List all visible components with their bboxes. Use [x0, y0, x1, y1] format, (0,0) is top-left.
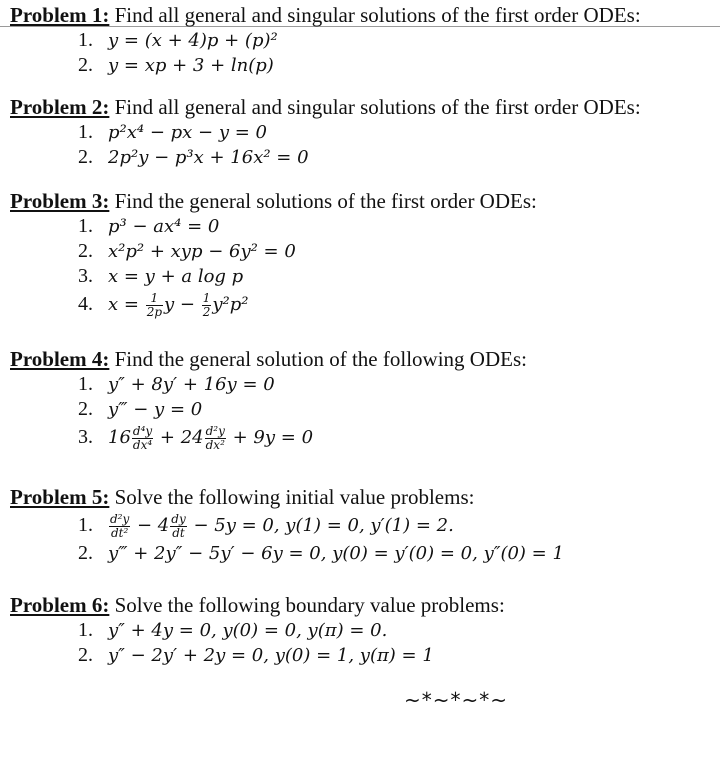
equation: [108, 620, 387, 641]
problem-text: Solve the following boundary value problems:: [109, 593, 505, 617]
item-number: 1.: [78, 121, 93, 143]
equation-item: [10, 397, 710, 422]
problem-1: [10, 2, 710, 78]
fraction-numerator: 1: [202, 290, 211, 305]
equation: [108, 216, 219, 237]
equation: [108, 55, 274, 76]
fraction-denominator: dx²: [205, 437, 225, 452]
item-number: 2.: [78, 240, 93, 262]
equation-list: [10, 120, 710, 170]
problem-title: [10, 2, 710, 28]
equation-text: 16: [108, 427, 131, 448]
equation: [108, 147, 309, 168]
problem-6: [10, 592, 710, 668]
fraction: [132, 425, 153, 452]
item-number: 1.: [78, 619, 93, 641]
equation-item: [10, 28, 710, 53]
fraction-numerator: dy: [171, 511, 186, 526]
equation-list: [10, 28, 710, 78]
equation-text: − 5y = 0, y(1) = 0, y′(1) = 2.: [187, 515, 454, 536]
equation: [108, 290, 249, 319]
equation-text: + 24: [154, 427, 204, 448]
equation-text: y = xp + 3 + ln(p): [108, 55, 274, 76]
problem-5: [10, 484, 710, 566]
equation-text: 2p²y − p³x + 16x² = 0: [108, 147, 309, 168]
problem-title: [10, 346, 710, 372]
item-number: 1.: [78, 29, 93, 51]
equation-text: x =: [108, 294, 145, 315]
equation-item: [10, 120, 710, 145]
problem-text: Find all general and singular solutions of the first order ODEs:: [109, 95, 641, 119]
equation-list: [10, 214, 710, 320]
equation-item: [10, 372, 710, 397]
equation-item: [10, 239, 710, 264]
item-number: 3.: [78, 426, 93, 448]
fraction-numerator: d⁴y: [132, 423, 153, 438]
equation: [108, 30, 278, 51]
equation-item: [10, 145, 710, 170]
item-number: 3.: [78, 265, 93, 287]
problem-label: Problem 3:: [10, 189, 110, 213]
equation-text: y″ + 8y′ + 16y = 0: [108, 374, 275, 395]
equation-text: x²p² + xyp − 6y² = 0: [108, 241, 296, 262]
fraction-denominator: dt²: [110, 525, 129, 540]
equation-item: [10, 53, 710, 78]
problem-text: Find all general and singular solutions of the first order ODEs:: [109, 3, 641, 27]
equation-text: y²p²: [212, 294, 249, 315]
fraction-denominator: dx⁴: [132, 437, 153, 452]
problem-label: Problem 5:: [10, 485, 110, 509]
equation-item: [10, 422, 710, 453]
equation-text: + 9y = 0: [226, 427, 314, 448]
equation-text: x = y + a log p: [108, 266, 244, 287]
equation: [108, 241, 296, 262]
equation-text: y‴ − y = 0: [108, 399, 203, 420]
equation-item: [10, 289, 710, 320]
item-number: 2.: [78, 398, 93, 420]
fraction-numerator: 1: [146, 292, 163, 306]
fraction-denominator: 2: [202, 304, 211, 319]
equation-text: y‴ + 2y″ − 5y′ − 6y = 0, y(0) = y′(0) = 0, y″(0) = 1: [108, 543, 564, 564]
item-number: 2.: [78, 644, 93, 666]
problem-3: [10, 188, 710, 320]
equation-text: y″ + 4y = 0, y(0) = 0, y(π) = 0.: [108, 620, 388, 641]
fraction: [202, 292, 212, 319]
item-number: 1.: [78, 215, 93, 237]
fraction: [170, 513, 186, 540]
equation-text: p³ − ax⁴ = 0: [108, 216, 220, 237]
problem-title: [10, 188, 710, 214]
equation-text: − 4: [131, 515, 170, 536]
equation: [108, 511, 454, 540]
problem-label: Problem 2:: [10, 95, 110, 119]
problem-title: [10, 592, 710, 618]
item-number: 1.: [78, 514, 93, 536]
equation: [108, 543, 564, 564]
problem-title: [10, 94, 710, 120]
end-ornament: ~*~*~*~: [404, 688, 509, 712]
problem-2: [10, 94, 710, 170]
problem-text: Find the general solution of the following ODEs:: [109, 347, 527, 371]
equation: [108, 266, 243, 287]
equation-list: [10, 618, 710, 668]
fraction: [205, 425, 226, 452]
fraction-denominator: 2p: [146, 304, 163, 319]
equation: [108, 645, 434, 666]
fraction: [109, 513, 130, 540]
problem-4: [10, 346, 710, 453]
equation-text: y = (x + 4)p + (p)²: [108, 30, 278, 51]
item-number: 4.: [78, 293, 93, 315]
equation-text: y −: [164, 294, 201, 315]
equation-text: p²x⁴ − px − y = 0: [108, 122, 267, 143]
equation-item: [10, 618, 710, 643]
fraction-numerator: d²y: [205, 423, 225, 438]
problem-label: Problem 1:: [10, 3, 110, 27]
equation-item: [10, 264, 710, 289]
equation-item: [10, 510, 710, 541]
equation-list: [10, 510, 710, 566]
item-number: 2.: [78, 542, 93, 564]
problem-title: [10, 484, 710, 510]
fraction-denominator: dt: [172, 525, 185, 540]
equation: [108, 122, 267, 143]
item-number: 2.: [78, 146, 93, 168]
equation: [108, 374, 275, 395]
fraction: [146, 292, 163, 319]
equation: [108, 423, 314, 452]
problem-label: Problem 4:: [10, 347, 110, 371]
problem-text: Find the general solutions of the first order ODEs:: [109, 189, 537, 213]
item-number: 1.: [78, 373, 93, 395]
problem-text: Solve the following initial value problems:: [109, 485, 475, 509]
equation-item: [10, 541, 710, 566]
equation-text: y″ − 2y′ + 2y = 0, y(0) = 1, y(π) = 1: [108, 645, 434, 666]
equation-list: [10, 372, 710, 453]
item-number: 2.: [78, 54, 93, 76]
equation-item: [10, 214, 710, 239]
equation-item: [10, 643, 710, 668]
problem-label: Problem 6:: [10, 593, 110, 617]
equation: [108, 399, 202, 420]
fraction-numerator: d²y: [110, 511, 130, 526]
